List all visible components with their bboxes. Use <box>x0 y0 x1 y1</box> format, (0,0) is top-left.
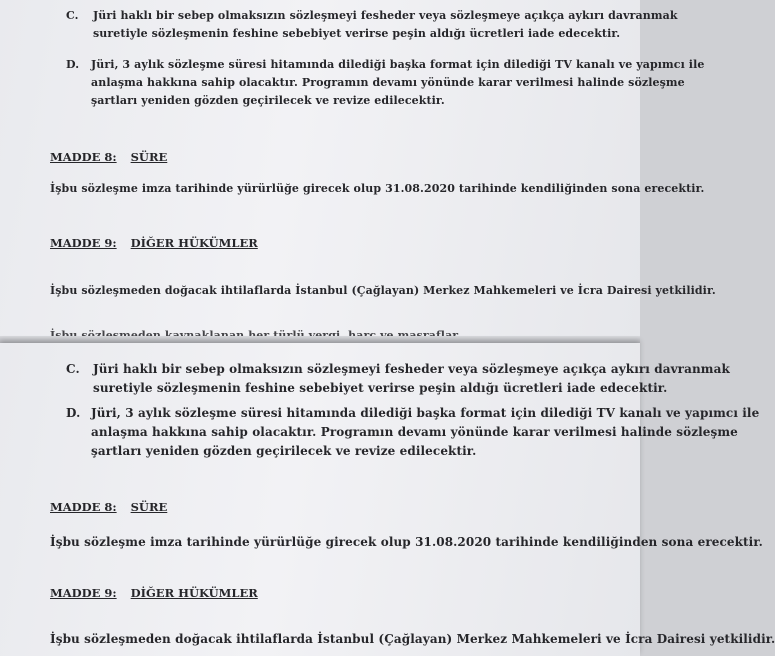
madde-8-label: MADDE 8: <box>50 150 117 164</box>
item-d-line-1: Jüri, 3 aylık sözleşme süresi hitamında dilediği başka format için dilediği TV kanalı ve yapımcı ile <box>91 58 705 71</box>
madde-8-label: MADDE 8: <box>50 500 117 514</box>
madde-8-heading <box>50 500 167 514</box>
madde-8-text: İşbu sözleşme imza tarihinde yürürlüğe girecek olup 31.08.2020 tarihinde kendiliğinden sona erecektir. <box>50 182 705 195</box>
item-c-line-1: Jüri haklı bir sebep olmaksızın sözleşmeyi fesheder veya sözleşmeye açıkça aykırı davranmak <box>93 362 730 376</box>
madde-8-title: SÜRE <box>130 500 168 514</box>
item-d-letter: D. <box>66 406 81 420</box>
item-c-letter: C. <box>66 9 79 22</box>
madde-8-text: İşbu sözleşme imza tarihinde yürürlüğe girecek olup 31.08.2020 tarihinde kendiliğinden sona erecektir. <box>50 535 763 549</box>
madde-8-heading <box>50 150 167 164</box>
item-d-line-3: şartları yeniden gözden geçirilecek ve revize edilecektir. <box>91 94 445 107</box>
sheet-overlap-shadow <box>0 336 640 343</box>
item-c-line-2: suretiyle sözleşmenin feshine sebebiyet verirse peşin aldığı ücretleri iade edecektir. <box>93 381 668 395</box>
item-c-letter: C. <box>66 362 80 376</box>
madde-9-label: MADDE 9: <box>50 586 117 600</box>
madde-9-heading <box>50 236 258 250</box>
contract-page-top <box>0 0 716 336</box>
contract-page-bottom <box>0 343 775 656</box>
madde-8-title: SÜRE <box>130 150 168 164</box>
madde-9-text: İşbu sözleşmeden doğacak ihtilaflarda İstanbul (Çağlayan) Merkez Mahkemeleri ve İcra Dairesi yetkilidir. <box>50 632 775 646</box>
item-d-line-2: anlaşma hakkına sahip olacaktır. Programın devamı yönünde karar verilmesi halinde sözleşme <box>91 76 685 89</box>
madde-9-text: İşbu sözleşmeden doğacak ihtilaflarda İstanbul (Çağlayan) Merkez Mahkemeleri ve İcra Dairesi yetkilidir. <box>50 284 716 297</box>
madde-9-title: DİĞER HÜKÜMLER <box>130 236 258 250</box>
item-d-line-2: anlaşma hakkına sahip olacaktır. Programın devamı yönünde karar verilmesi halinde sözleşme <box>91 425 738 439</box>
item-d-letter: D. <box>66 58 80 71</box>
madde-9-heading <box>50 586 258 600</box>
item-d-line-1: Jüri, 3 aylık sözleşme süresi hitamında dilediği başka format için dilediği TV kanalı ve yapımcı ile <box>91 406 760 420</box>
item-c-line-2: suretiyle sözleşmenin feshine sebebiyet verirse peşin aldığı ücretleri iade edecektir. <box>93 27 621 40</box>
item-d-line-3: şartları yeniden gözden geçirilecek ve revize edilecektir. <box>91 444 477 458</box>
item-c-line-1: Jüri haklı bir sebep olmaksızın sözleşmeyi fesheder veya sözleşmeye açıkça aykırı davranmak <box>93 9 678 22</box>
madde-9-title: DİĞER HÜKÜMLER <box>130 586 258 600</box>
madde-9-label: MADDE 9: <box>50 236 117 250</box>
